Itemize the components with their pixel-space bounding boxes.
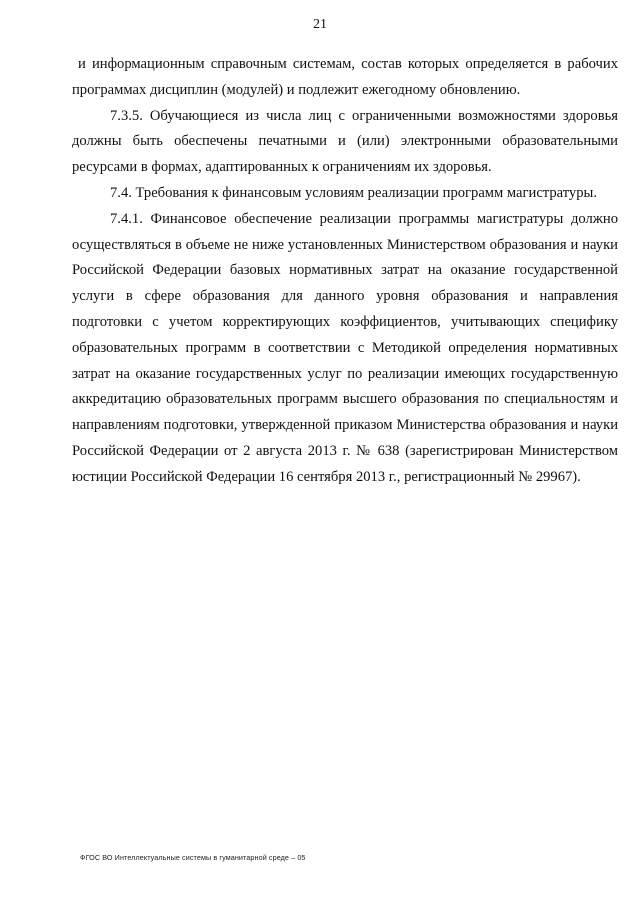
paragraph-continuation: и информационным справочным системам, состав которых определяется в рабочих программах дисциплин (модулей) и подлежит ежегодному обновлению. <box>72 56 618 98</box>
document-body <box>72 52 618 491</box>
page-number: 21 <box>313 17 327 32</box>
paragraph-7-4-1: 7.4.1. Финансовое обеспечение реализации программы магистратуры должно осуществляться в объеме не ниже установленных Министерством образования и науки Российской Федерации базовых нормативных затрат на оказание государственной услуги в сфере образования для данного уровня образования и направления подготовки с учетом корректирующих коэффициентов, учитывающих специфику образовательных программ в соответствии с Методикой определения нормативных затрат на оказание государственных услуг по реализации имеющих государственную аккредитацию образовательных программ высшего образования по специальностям и направлениям подготовки, утвержденной приказом Министерства образования и науки Российской Федерации от 2 августа 2013 г. № 638 (зарегистрирован Министерством юстиции Российской Федерации 16 сентября 2013 г., регистрационный № 29967). <box>72 210 618 485</box>
heading-7-4: 7.4. Требования к финансовым условиям реализации программ магистратуры. <box>110 184 597 201</box>
page-footer: ФГОС ВО Интеллектуальные системы в гуманитарной среде – 05 <box>80 853 306 862</box>
paragraph-7-3-5: 7.3.5. Обучающиеся из числа лиц с ограниченными возможностями здоровья должны быть обеспечены печатными и (или) электронными образовательными ресурсами в формах, адаптированных к ограничениям их здоровья. <box>72 107 618 176</box>
